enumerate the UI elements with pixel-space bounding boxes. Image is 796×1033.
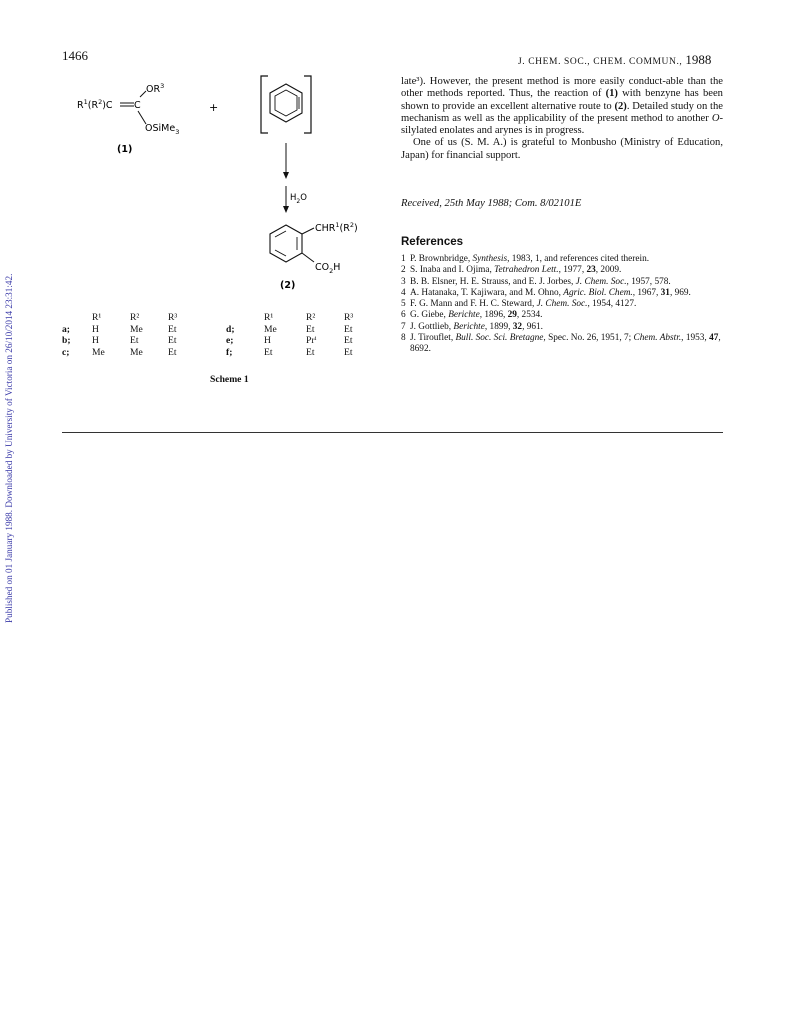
- footer-rule: [62, 432, 723, 433]
- arrow-1-head: [283, 172, 289, 179]
- c2-ring-db2: [275, 250, 286, 256]
- table-row: b; H Et Et: [62, 335, 177, 347]
- received-line: Received, 25th May 1988; Com. 8/02101E: [401, 198, 582, 209]
- c2-bond-bottom: [302, 253, 314, 262]
- c2-chr: $CHR^1(R^2)$: [315, 221, 358, 234]
- arrow-2-head: [283, 206, 289, 213]
- header-r2: R²: [306, 312, 316, 324]
- header-r2: R²: [130, 312, 140, 324]
- journal-title: J. CHEM. SOC., CHEM. COMMUN.,: [518, 57, 683, 67]
- journal-header: [518, 52, 711, 68]
- reference-item: 4 A. Hatanaka, T. Kajiwara, and M. Ohno, Agric. Biol. Chem., 1967, 31, 969.: [401, 287, 691, 298]
- reference-item: 8 J. Tirouflet, Bull. Soc. Sci. Bretagne, Spec. No. 26, 1951, 7; Chem. Abstr., 1953, 47, 8692.: [401, 333, 721, 355]
- table-row: f; Et Et Et: [226, 346, 353, 358]
- references-list: [401, 254, 723, 356]
- table-row: a; H Me Et: [62, 323, 177, 335]
- table-row: c; Me Me Et: [62, 346, 177, 358]
- header-r3: R³: [344, 312, 354, 324]
- table-row: e; H Prⁱ Et: [226, 335, 353, 347]
- c1-c: C: [134, 100, 141, 111]
- table-header-row: [62, 312, 206, 324]
- reference-item: 3 B. B. Elsner, H. E. Strauss, and E. J. Jorbes, J. Chem. Soc., 1957, 578.: [401, 276, 671, 287]
- body-text: [401, 76, 723, 162]
- references-heading: References: [401, 236, 464, 248]
- table-row: d; Me Et Et: [226, 323, 353, 335]
- reference-item: 1 P. Brownbridge, Synthesis, 1983, 1, and references cited therein.: [401, 254, 650, 264]
- c2-ring-db3: [275, 231, 286, 237]
- c1-or3: $OR^3$: [146, 82, 165, 95]
- page-number: 1466: [62, 48, 88, 63]
- bracket-right: [304, 76, 311, 133]
- c2-co2h: $CO_2H$: [315, 262, 341, 275]
- provenance-text: Published on 01 January 1988. Downloaded by University of Victoria on 26/10/2014 23:31:42.: [4, 273, 14, 623]
- c1-label: (1): [117, 144, 133, 155]
- header-r3: R³: [168, 312, 178, 324]
- c1-left-group: $R^1(R^2)C$: [77, 98, 113, 111]
- table-header-row: [226, 312, 382, 324]
- benzyne-inner-ring: [275, 90, 297, 116]
- body-paragraph-1: late³). However, the present method is more easily conduct-able than the other methods reported. Thus, the reaction of (1) with benzyne has been shown to provide an excellent alternative route to (2). Detailed study on the mechanism as well as the applicability of the present method to another O-silylated enolates and arynes is in progress.: [401, 76, 723, 137]
- substituent-table-left: [62, 312, 206, 358]
- plus-sign: +: [209, 101, 219, 114]
- c2-bond-top: [302, 228, 314, 234]
- reference-item: 2 S. Inaba and I. Ojima, Tetrahedron Lett., 1977, 23, 2009.: [401, 265, 622, 276]
- c1-osime3: OSiMe$_3$: [145, 123, 180, 136]
- reagent-h2o: $H_2O$: [290, 193, 307, 205]
- bracket-left: [261, 76, 268, 133]
- reference-item: 7 J. Gottlieb, Berichte, 1899, 32, 961.: [401, 321, 543, 332]
- c2-label: (2): [280, 280, 296, 291]
- substituent-table-right: [226, 312, 382, 358]
- scheme-caption: Scheme 1: [210, 374, 249, 385]
- header-r1: R¹: [92, 312, 102, 324]
- reference-item: 5 F. G. Mann and F. H. C. Steward, J. Chem. Soc., 1954, 4127.: [401, 299, 637, 310]
- journal-year: 1988: [685, 52, 712, 67]
- header-r1: R¹: [264, 312, 274, 324]
- reference-item: 6 G. Giebe, Berichte, 1896, 29, 2534.: [401, 310, 543, 321]
- body-paragraph-2: One of us (S. M. A.) is grateful to Monbusho (Ministry of Education, Japan) for financial support.: [401, 137, 723, 161]
